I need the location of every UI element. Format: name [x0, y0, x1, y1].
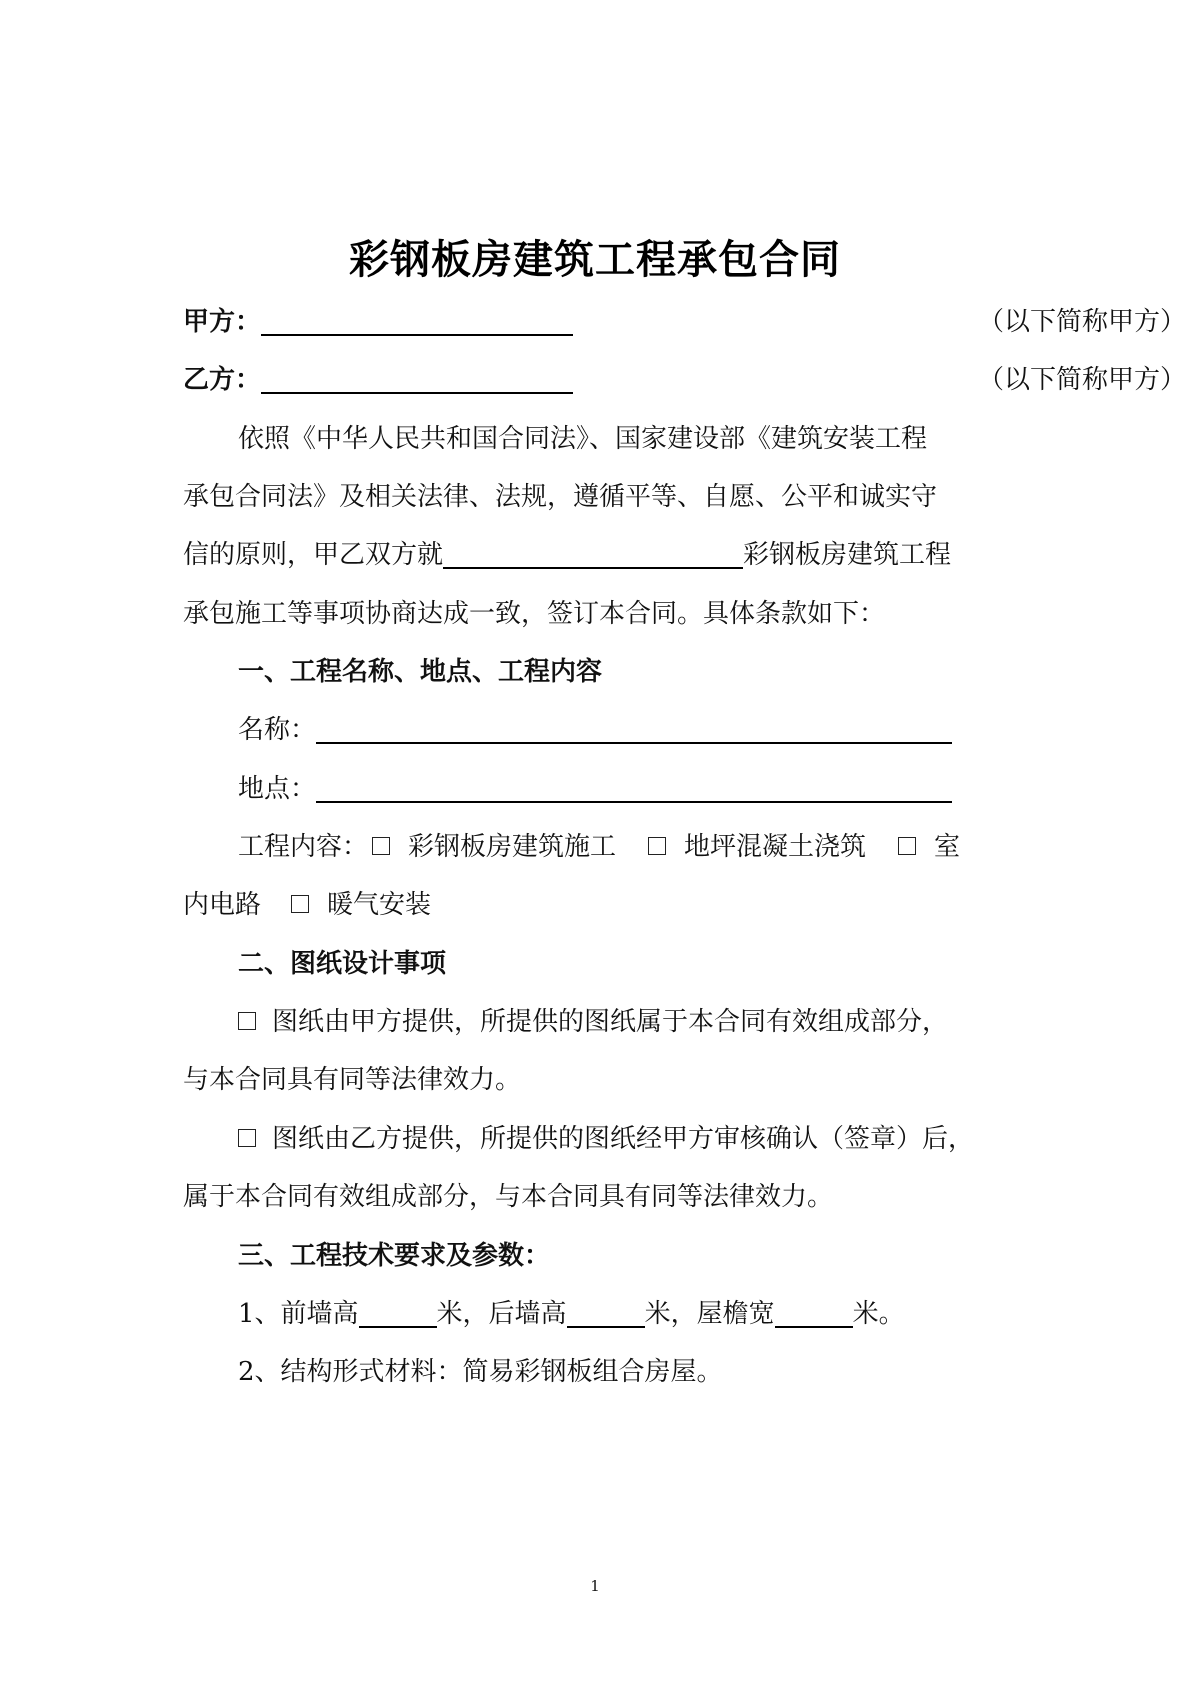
content-row-2: [183, 887, 1023, 923]
back-wall-blank[interactable]: [567, 1298, 645, 1328]
party-a-label: 甲方：: [183, 307, 262, 337]
back-wall-label: 米，后墙高: [436, 1299, 567, 1329]
party-a-row: [183, 304, 1187, 340]
intro-line-1: 依照《中华人民共和国合同法》、国家建设部《建筑安装工程: [238, 424, 928, 454]
name-blank[interactable]: [316, 714, 952, 744]
intro-line-4: 承包施工等事项协商达成一致，签订本合同。具体条款如下：: [183, 599, 886, 629]
project-name-blank[interactable]: [443, 539, 743, 569]
option-steel-house: 彩钢板房建筑施工: [408, 832, 617, 862]
location-row: [238, 771, 1023, 807]
location-blank[interactable]: [316, 773, 952, 803]
front-wall-blank[interactable]: [359, 1298, 437, 1328]
section-3-heading: 三、工程技术要求及参数：: [238, 1241, 551, 1271]
name-row: [238, 712, 1023, 748]
party-b-blank[interactable]: [261, 364, 573, 394]
checkbox-heating[interactable]: [291, 895, 309, 913]
content-label: 工程内容：: [238, 832, 369, 862]
party-a-blank[interactable]: [261, 306, 573, 336]
party-a-note: （以下简称甲方）: [978, 307, 1187, 337]
checkbox-drawing-party-a[interactable]: [238, 1012, 256, 1030]
drawing-item-1-text: 图纸由甲方提供，所提供的图纸属于本合同有效组成部分，: [272, 1007, 949, 1037]
intro-line-3: [183, 537, 1023, 573]
eave-width-label: 米，屋檐宽: [644, 1299, 775, 1329]
tech-item-1: [238, 1296, 1023, 1332]
checkbox-steel-house[interactable]: [372, 837, 390, 855]
meter-unit: 米。: [852, 1299, 905, 1329]
drawing-item-2-line-1: [238, 1121, 1023, 1157]
eave-width-blank[interactable]: [775, 1298, 853, 1328]
option-concrete-floor: 地坪混凝土浇筑: [684, 832, 867, 862]
name-label: 名称：: [238, 715, 317, 745]
party-b-row: [183, 362, 1187, 398]
drawing-item-2-text: 图纸由乙方提供，所提供的图纸经甲方审核确认（签章）后，: [272, 1124, 975, 1154]
section-2-heading: 二、图纸设计事项: [238, 949, 447, 979]
party-b-label: 乙方：: [183, 365, 262, 395]
drawing-item-2-line-2: 属于本合同有效组成部分，与本合同具有同等法律效力。: [183, 1182, 834, 1212]
page-number: 1: [590, 1577, 600, 1595]
section-1-heading: 一、工程名称、地点、工程内容: [238, 657, 603, 687]
location-label: 地点：: [238, 774, 317, 804]
content-row: [238, 829, 1023, 865]
option-heating: 暖气安装: [327, 890, 432, 920]
intro-line-2: 承包合同法》及相关法律、法规，遵循平等、自愿、公平和诚实守: [183, 482, 938, 512]
checkbox-drawing-party-b[interactable]: [238, 1129, 256, 1147]
option-indoor-circuit-end: 内电路: [183, 890, 262, 920]
option-indoor-circuit-start: 室: [934, 832, 961, 862]
intro-line-3a: 信的原则，甲乙双方就: [183, 540, 444, 570]
party-b-note: （以下简称甲方）: [978, 365, 1187, 395]
intro-line-3b: 彩钢板房建筑工程: [743, 540, 952, 570]
tech-item-2: 2、结构形式材料：简易彩钢板组合房屋。: [238, 1357, 723, 1387]
document-title: 彩钢板房建筑工程承包合同: [349, 237, 841, 283]
front-wall-label: 1、前墙高: [238, 1299, 359, 1329]
checkbox-concrete-floor[interactable]: [648, 837, 666, 855]
drawing-item-1-line-2: 与本合同具有同等法律效力。: [183, 1065, 522, 1095]
drawing-item-1-line-1: [238, 1004, 1023, 1040]
checkbox-indoor-circuit[interactable]: [898, 837, 916, 855]
